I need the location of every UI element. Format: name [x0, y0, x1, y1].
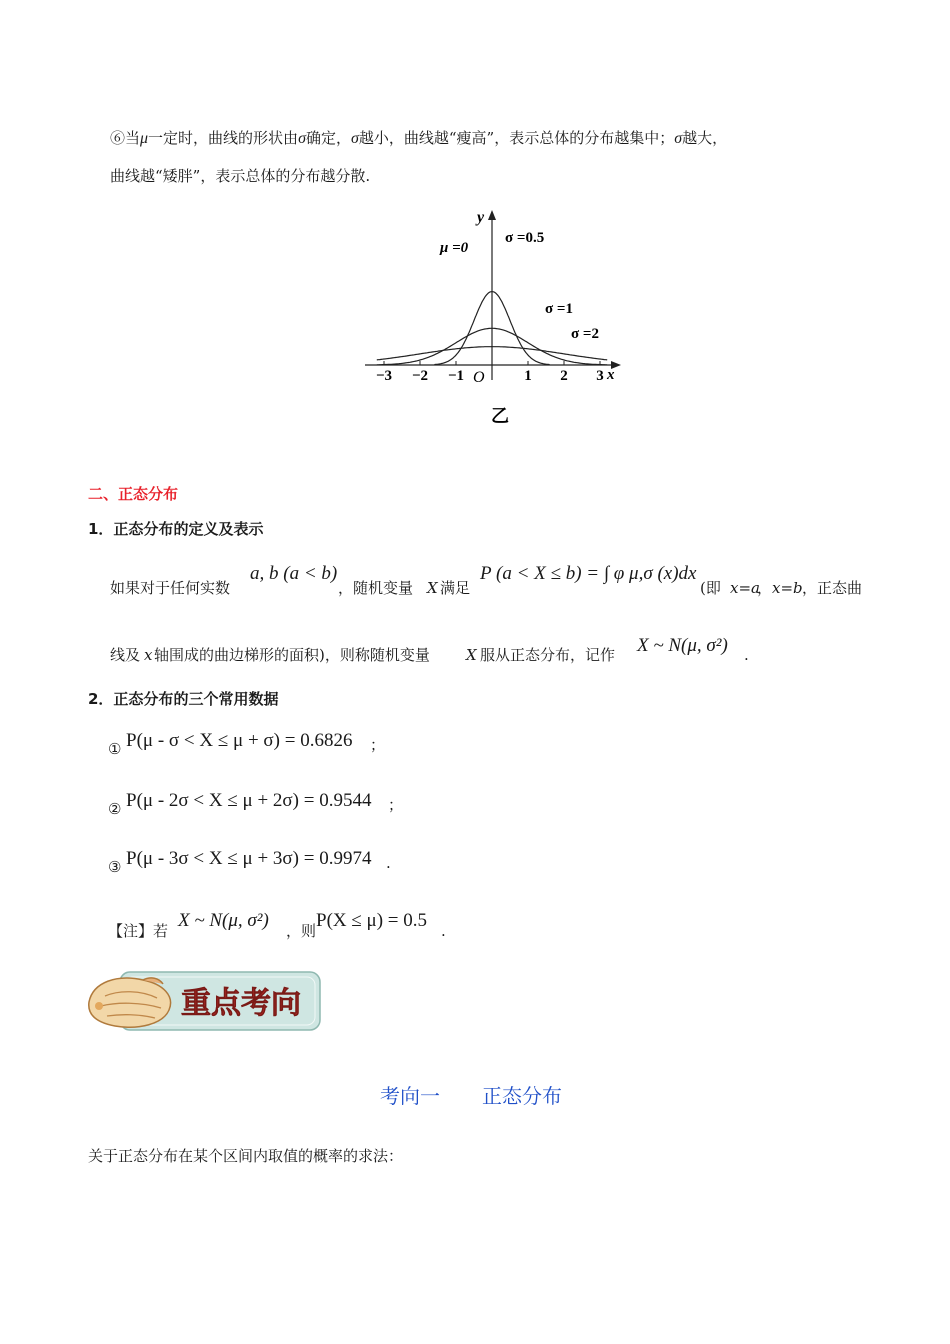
x-tick-label: 3	[596, 368, 604, 384]
def-tail: ，正态曲	[802, 579, 863, 597]
note-formula: P(X ≤ μ) = 0.5	[316, 910, 428, 931]
line2-X: X	[466, 646, 477, 664]
normal-curves-figure	[355, 200, 635, 430]
line2-c: 服从正态分布，记作	[480, 646, 616, 664]
def-satisfy: 满足	[440, 579, 471, 597]
y-axis-arrow	[488, 210, 496, 220]
def-ab: a, b (a < b)	[250, 563, 338, 584]
note-end: .	[441, 922, 446, 940]
kaoxiang-title: 考向一	[380, 1084, 440, 1108]
x-tick-label: −2	[411, 368, 429, 384]
data-mark-3: ③	[108, 858, 122, 876]
item6-text3: 越小，曲线越“瘦高”，表示总体的分布越集中；	[358, 129, 675, 147]
note	[108, 910, 528, 940]
data-formula-2: P(μ - 2σ < X ≤ μ + 2σ) = 0.9544	[126, 790, 372, 811]
note-then: ，则	[286, 922, 317, 940]
normal-notation: X ~ N(μ, σ²)	[637, 635, 728, 656]
def-X: X	[427, 579, 438, 597]
data-mark-1: ①	[108, 740, 122, 758]
definition-line2	[110, 635, 890, 665]
heading-definition: 1．正态分布的定义及表示	[88, 520, 264, 538]
sigma-symbol: σ	[298, 130, 306, 147]
x-tick-label: 1	[524, 368, 532, 384]
data-item-3	[108, 848, 508, 878]
mu-symbol: μ	[140, 130, 149, 147]
banner-text: 重点考向	[181, 986, 301, 1021]
x-axis-label: x	[607, 367, 615, 383]
line2-period: .	[744, 646, 749, 664]
data-end-3: .	[386, 854, 391, 872]
x-tick-label: −3	[375, 368, 393, 384]
data-mark-2: ②	[108, 800, 122, 818]
closing-text: 关于正态分布在某个区间内取值的概率的求法：	[88, 1147, 404, 1165]
definition-line1	[110, 563, 890, 623]
item6-text1: 一定时，曲线的形状由	[148, 129, 299, 147]
x-tick-label: 2	[560, 368, 568, 384]
origin-label: O	[473, 369, 485, 386]
def-xa: x=a	[730, 579, 760, 597]
def-prefix: 如果对于任何实数	[110, 579, 231, 597]
note-prefix: 【注】若	[108, 922, 169, 940]
def-xb: x=b	[772, 579, 803, 597]
def-mid: ，随机变量	[338, 579, 414, 597]
curve-label-2: σ =2	[571, 326, 599, 342]
key-points-banner	[85, 966, 325, 1036]
sigma-symbol: σ	[674, 130, 683, 147]
sigma-symbol: σ	[350, 130, 359, 147]
item6-line2: 曲线越“矮胖”，表示总体的分布越分散.	[110, 167, 371, 185]
item6-text2: 确定，	[305, 129, 351, 147]
data-item-1	[108, 730, 508, 760]
y-axis-label: y	[477, 209, 485, 226]
item6-line1	[110, 127, 727, 150]
line2-x: x	[144, 646, 153, 664]
item6-text4: 越大，	[682, 129, 728, 147]
section-title: 二、正态分布	[88, 485, 179, 503]
data-formula-1: P(μ - σ < X ≤ μ + σ) = 0.6826	[126, 730, 353, 751]
def-paren: (即	[700, 579, 721, 597]
curve-label-0.5: σ =0.5	[505, 230, 545, 246]
line2-a: 线及	[110, 646, 141, 664]
curve-label-1: σ =1	[545, 301, 573, 317]
figure-caption: 乙	[491, 406, 509, 426]
data-formula-3: P(μ - 3σ < X ≤ μ + 3σ) = 0.9974	[126, 848, 372, 869]
note-notation: X ~ N(μ, σ²)	[178, 910, 269, 931]
mu-label: μ =0	[440, 240, 469, 256]
conch-shell-icon	[89, 978, 171, 1027]
data-item-2	[108, 790, 508, 820]
item6-prefix: ⑥当	[110, 129, 141, 147]
data-end-1: ；	[370, 736, 386, 754]
def-comma: ，	[757, 579, 773, 597]
x-tick-label: −1	[447, 368, 465, 384]
kaoxiang-subtitle: 正态分布	[482, 1084, 562, 1108]
line2-b: 轴围成的曲边梯形的面积)，则称随机变量	[154, 646, 430, 664]
data-end-2: ；	[388, 796, 404, 814]
heading-data: 2．正态分布的三个常用数据	[88, 690, 279, 708]
definition-integral: P (a < X ≤ b) = ∫ φ μ,σ (x)dx	[480, 563, 697, 584]
